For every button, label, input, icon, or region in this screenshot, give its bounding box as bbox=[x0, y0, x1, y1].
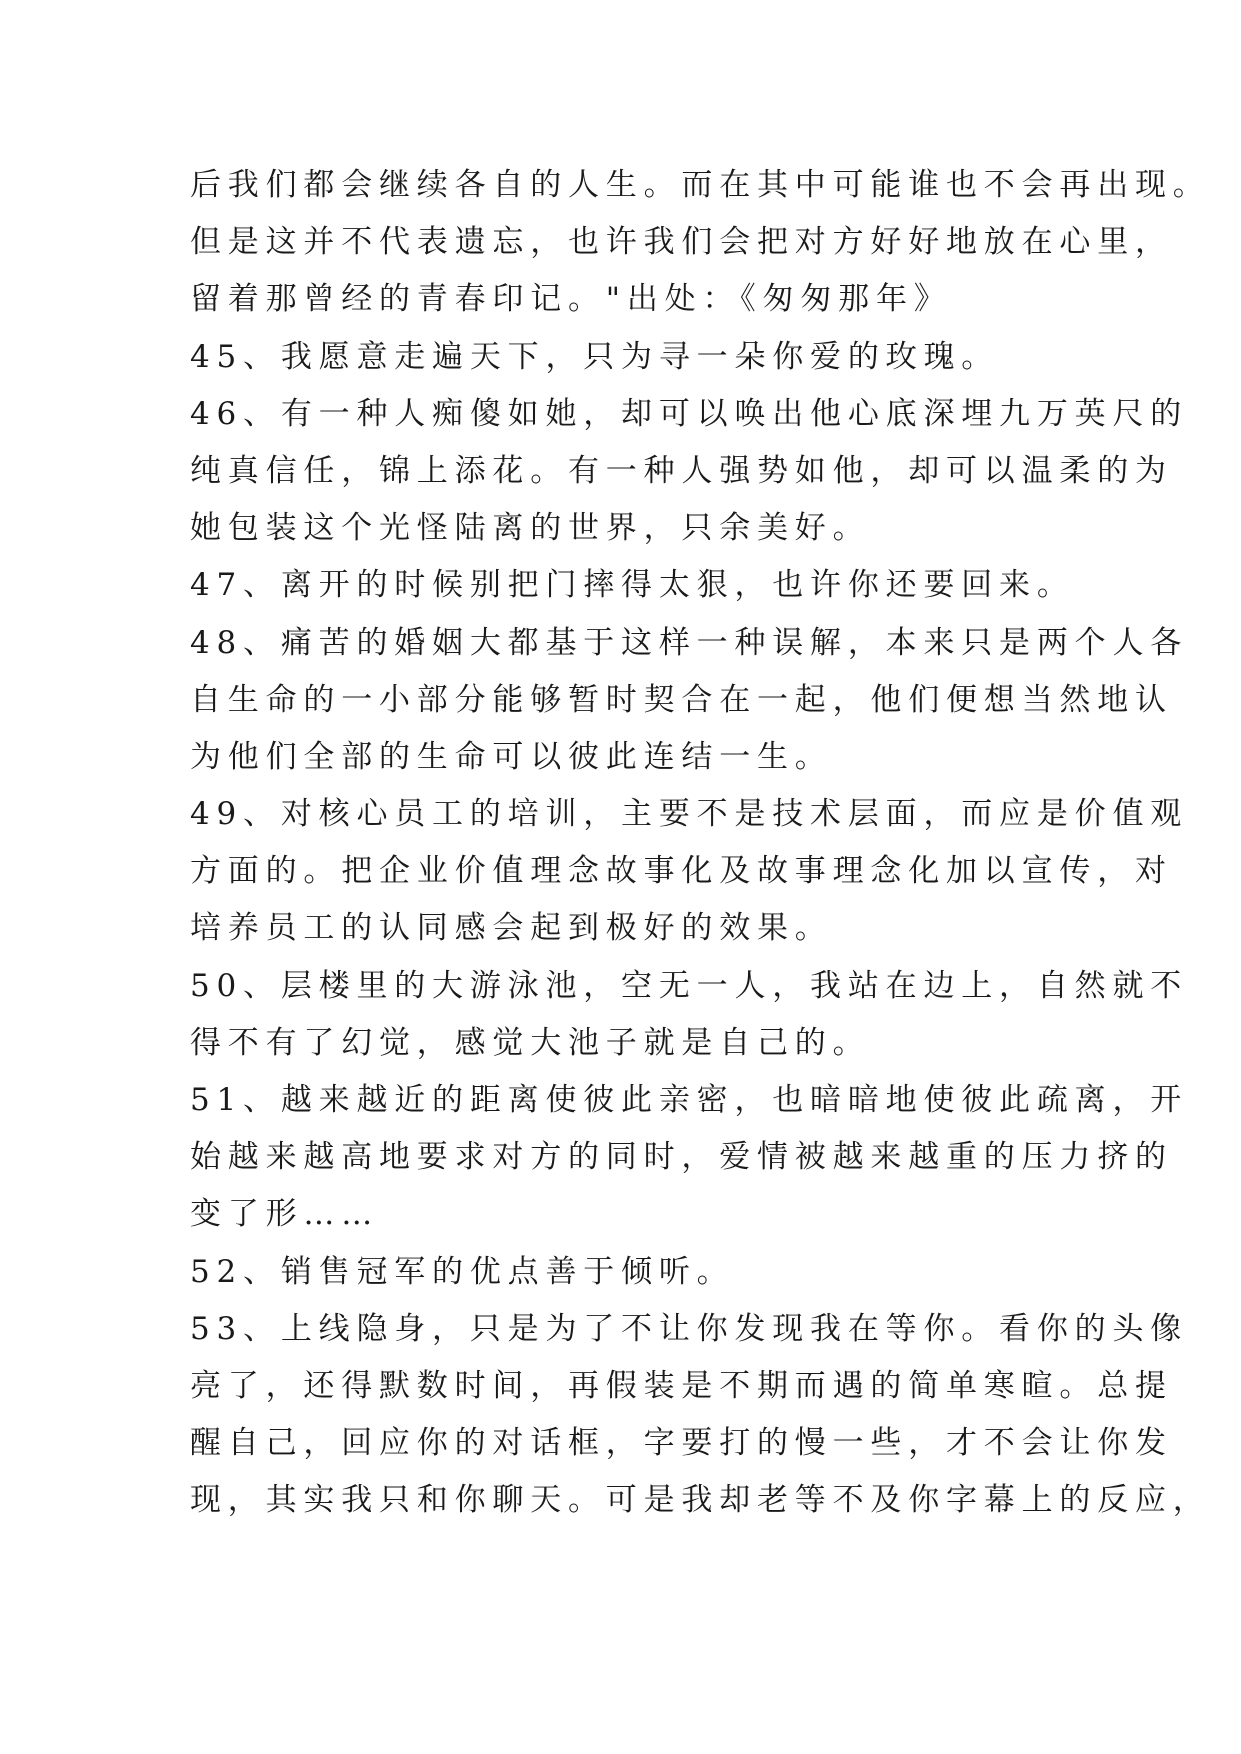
text-line: 52、销售冠军的优点善于倾听。 bbox=[190, 1253, 735, 1290]
text-line: 她包装这个光怪陆离的世界，只余美好。 bbox=[190, 510, 871, 547]
text-line: 48、痛苦的婚姻大都基于这样一种误解，本来只是两个人各 bbox=[190, 624, 1189, 661]
text-line: 但是这并不代表遗忘，也许我们会把对方好好地放在心里， bbox=[190, 224, 1173, 261]
text-line: 50、层楼里的大游泳池，空无一人，我站在边上，自然就不 bbox=[190, 967, 1189, 1004]
text-line: 方面的。把企业价值理念故事化及故事理念化加以宣传，对 bbox=[190, 853, 1173, 890]
text-line: 培养员工的认同感会起到极好的效果。 bbox=[190, 910, 833, 947]
text-line: 变了形…… bbox=[190, 1196, 379, 1233]
text-line: 纯真信任，锦上添花。有一种人强势如他，却可以温柔的为 bbox=[190, 452, 1173, 489]
text-line: 46、有一种人痴傻如她，却可以唤出他心底深埋九万英尺的 bbox=[190, 395, 1189, 432]
text-line: 得不有了幻觉，感觉大池子就是自己的。 bbox=[190, 1024, 871, 1061]
text-line: 亮了，还得默数时间，再假装是不期而遇的简单寒暄。总提 bbox=[190, 1367, 1173, 1404]
text-line: 后我们都会继续各自的人生。而在其中可能谁也不会再出现。 bbox=[190, 167, 1211, 203]
text-line: 醒自己，回应你的对话框，字要打的慢一些，才不会让你发 bbox=[190, 1425, 1173, 1462]
text-line: 始越来越高地要求对方的同时，爱情被越来越重的压力挤的 bbox=[190, 1139, 1173, 1176]
text-line: 为他们全部的生命可以彼此连结一生。 bbox=[190, 738, 833, 775]
text-line: 留着那曾经的青春印记。"出处：《匆匆那年》 bbox=[190, 281, 952, 318]
text-line: 49、对核心员工的培训，主要不是技术层面，而应是价值观 bbox=[190, 796, 1189, 833]
text-line: 自生命的一小部分能够暂时契合在一起，他们便想当然地认 bbox=[190, 681, 1173, 718]
text-line: 现，其实我只和你聊天。可是我却老等不及你字幕上的反应， bbox=[190, 1482, 1211, 1519]
text-line: 45、我愿意走遍天下，只为寻一朵你爱的玫瑰。 bbox=[190, 338, 1000, 375]
text-line: 51、越来越近的距离使彼此亲密，也暗暗地使彼此疏离，开 bbox=[190, 1082, 1189, 1118]
document-body bbox=[190, 157, 1211, 1530]
text-line: 53、上线隐身，只是为了不让你发现我在等你。看你的头像 bbox=[190, 1310, 1189, 1347]
text-line: 47、离开的时候别把门摔得太狠，也许你还要回来。 bbox=[190, 567, 1075, 604]
